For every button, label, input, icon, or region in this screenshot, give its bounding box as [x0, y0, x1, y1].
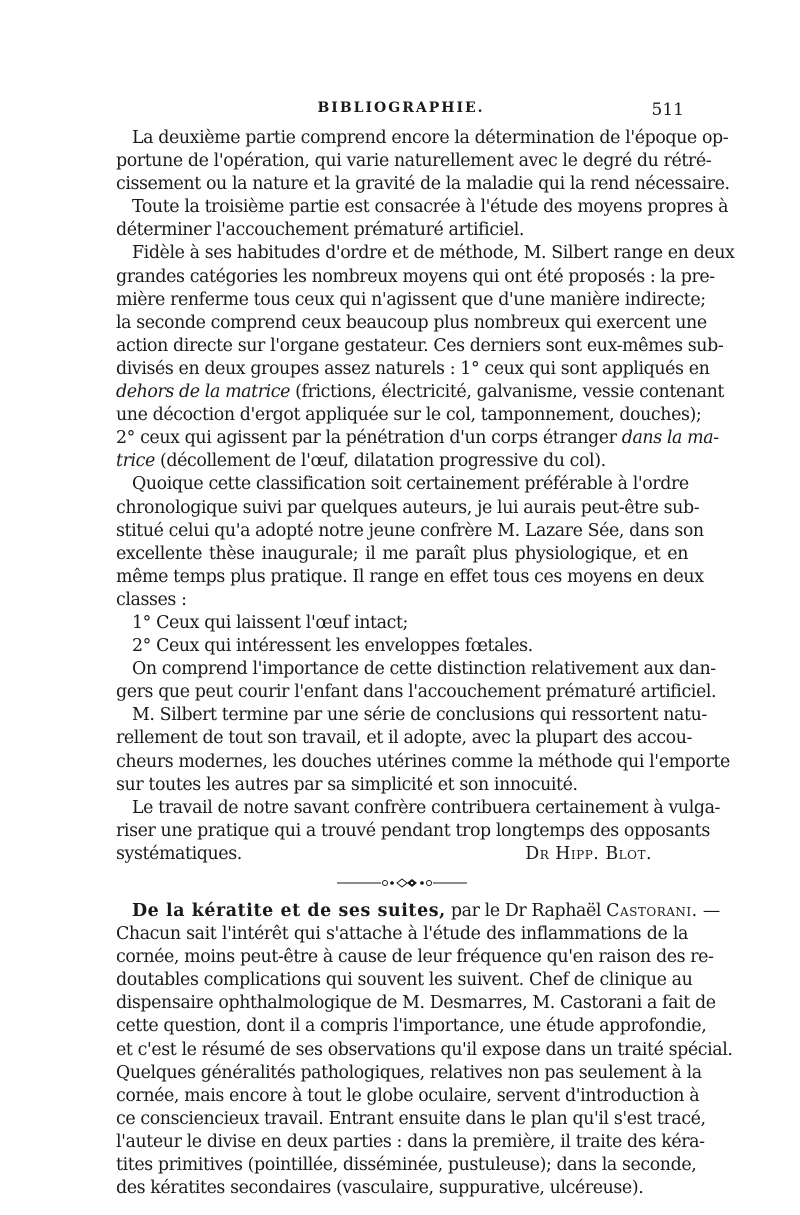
text-line: doutables complications qui souvent les suivent. Chef de clinique au: [116, 970, 693, 991]
text-line: [116, 843, 688, 866]
text-line: ce consciencieux travail. Entrant ensuite dans le plan qu'il s'est tracé,: [116, 1108, 706, 1129]
text-line: Toute la troisième partie est consacrée à l'étude des moyens propres à: [132, 197, 729, 218]
page-body: [116, 127, 735, 1200]
text-line: une décoction d'ergot appliquée sur le col, tamponnement, douches);: [116, 405, 702, 426]
text-line: cheurs modernes, les douches utérines comme la méthode qui l'emporte: [116, 751, 730, 772]
text-line: dispensaire ophthalmologique de M. Desmarres, M. Castorani a fait de: [116, 993, 716, 1014]
text-line: M. Silbert termine par une série de conclusions qui ressortent natu-: [132, 705, 707, 726]
author-name: Castorani.: [606, 901, 698, 921]
text-line: [116, 427, 719, 450]
text-line: Fidèle à ses habitudes d'ordre et de méthode, M. Silbert range en deux: [132, 243, 735, 264]
text-line: et c'est le résumé de ses observations qu'il expose dans un traité spécial.: [116, 1039, 733, 1060]
list-item: 2° Ceux qui intéressent les enveloppes fœtales.: [132, 636, 533, 657]
ornamental-separator: [116, 866, 688, 900]
text-span: 2° ceux qui agissent par la pénétration d'un corps étranger: [116, 428, 622, 449]
text-line: sur toutes les autres par sa simplicité et son innocuité.: [116, 774, 578, 795]
text-line: la seconde comprend ceux beaucoup plus nombreux qui exercent une: [116, 312, 707, 333]
running-head: BIBLIOGRAPHIE.: [317, 100, 485, 116]
book-title: De la kératite et de ses suites,: [132, 901, 446, 921]
text-span: systématiques.: [116, 843, 242, 864]
italic-phrase: dans la ma-: [621, 428, 719, 449]
text-line: cornée, moins peut-être à cause de leur fréquence qu'en raison des re-: [116, 947, 714, 968]
text-line: mière renferme tous ceux qui n'agissent que d'une manière indirecte;: [116, 289, 706, 310]
ornament-icon: [337, 877, 467, 889]
text-span: par le Dr Raphaël: [445, 901, 607, 921]
text-line: stitué celui qu'a adopté notre jeune confrère M. Lazare Sée, dans son: [116, 520, 704, 541]
italic-phrase: trice: [116, 451, 155, 472]
review-castorani: [116, 900, 733, 1200]
text-line: portune de l'opération, qui varie naturellement avec le degré du rétré-: [116, 151, 712, 172]
text-line: [116, 381, 724, 404]
review-title-line: [116, 900, 720, 923]
text-line: riser une pratique qui a trouvé pendant trop longtemps des opposants: [116, 820, 710, 841]
text-line: [116, 450, 688, 473]
text-line: cette question, dont il a compris l'importance, une étude approfondie,: [116, 1016, 707, 1037]
review-silbert: [116, 127, 735, 866]
text-span: —: [697, 901, 720, 921]
page-header: [118, 100, 684, 124]
text-line: même temps plus pratique. Il range en effet tous ces moyens en deux: [116, 566, 704, 587]
text-line: Chacun sait l'intérêt qui s'attache à l'étude des inflammations de la: [116, 924, 688, 945]
text-line: l'auteur le divise en deux parties : dans la première, il traite des kéra-: [116, 1131, 705, 1152]
text-line: action directe sur l'organe gestateur. Ces derniers sont eux-mêmes sub-: [116, 335, 724, 356]
text-line: Quoique cette classification soit certainement préférable à l'ordre: [132, 474, 689, 495]
text-span: (décollement de l'œuf, dilatation progressive du col).: [154, 451, 606, 472]
list-item: 1° Ceux qui laissent l'œuf intact;: [132, 612, 409, 633]
text-line: Le travail de notre savant confrère contribuera certainement à vulga-: [132, 797, 721, 818]
text-span: (frictions, électricité, galvanisme, vessie contenant: [290, 382, 724, 403]
text-line: classes :: [116, 589, 187, 610]
text-line: gers que peut courir l'enfant dans l'accouchement prématuré artificiel.: [116, 682, 717, 703]
text-line: déterminer l'accouchement prématuré artificiel.: [116, 220, 525, 241]
text-line: divisés en deux groupes assez naturels : 1° ceux qui sont appliqués en: [116, 358, 710, 379]
text-line: On comprend l'importance de cette distinction relativement aux dan-: [132, 659, 716, 680]
italic-phrase: dehors de la matrice: [116, 382, 291, 403]
text-line: excellente thèse inaugurale; il me paraît plus physiologique, et en: [116, 543, 688, 564]
text-line: chronologique suivi par quelques auteurs, je lui aurais peut-être sub-: [116, 497, 700, 518]
text-line: rellement de tout son travail, et il adopte, avec la plupart des accou-: [116, 728, 693, 749]
text-line: grandes catégories les nombreux moyens qui ont été proposés : la pre-: [116, 266, 715, 287]
text-line: Quelques généralités pathologiques, relatives non pas seulement à la: [116, 1062, 702, 1083]
page-number: 511: [651, 100, 684, 120]
text-line: des kératites secondaires (vasculaire, suppurative, ulcéreuse).: [116, 1178, 644, 1199]
text-line: cissement ou la nature et la gravité de la maladie qui la rend nécessaire.: [116, 174, 730, 195]
text-line: tites primitives (pointillée, disséminée, pustuleuse); dans la seconde,: [116, 1155, 697, 1176]
author-signature: Dr Hipp. Blot.: [525, 843, 652, 864]
text-line: La deuxième partie comprend encore la détermination de l'époque op-: [132, 128, 729, 148]
text-line: cornée, mais encore à tout le globe oculaire, servent d'introduction à: [116, 1085, 700, 1106]
